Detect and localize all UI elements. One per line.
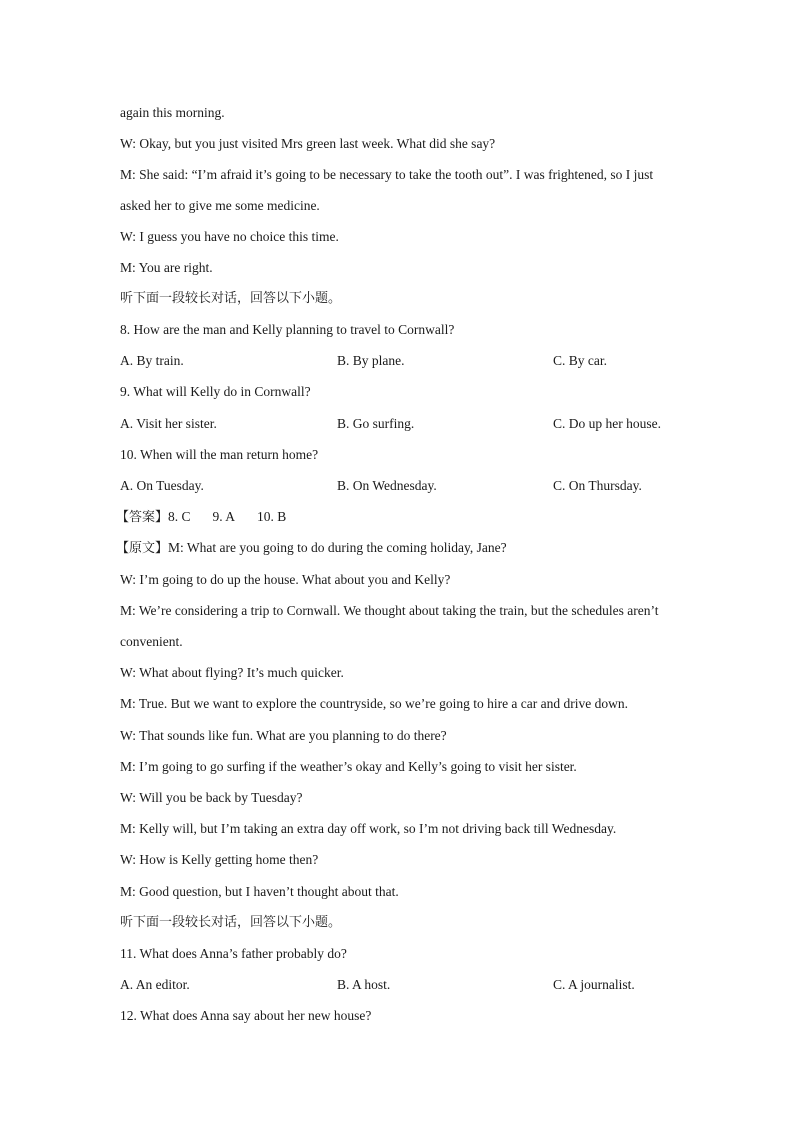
transcript-line: W: How is Kelly getting home then? — [120, 852, 319, 867]
dialogue-line: asked her to give me some medicine. — [120, 198, 320, 213]
option-c: C. A journalist. — [553, 977, 635, 992]
option-a: A. By train. — [120, 353, 184, 368]
section-instruction: 听下面一段较长对话，回答以下小题。 — [120, 291, 342, 306]
answer-line — [116, 508, 308, 527]
option-b: B. On Wednesday. — [337, 478, 437, 493]
option-b: B. Go surfing. — [337, 416, 415, 431]
option-a: A. An editor. — [120, 977, 190, 992]
transcript-line: W: What about flying? It’s much quicker. — [120, 665, 344, 680]
question-stem: 11. What does Anna’s father probably do? — [120, 946, 347, 961]
dialogue-line: again this morning. — [120, 105, 225, 120]
answer-item: 8. C — [168, 509, 191, 524]
transcript-text: M: What are you going to do during the coming holiday, Jane? — [168, 540, 507, 555]
answer-label: 【答案】 — [116, 510, 169, 525]
transcript-line — [116, 539, 507, 558]
dialogue-line: M: She said: “I’m afraid it’s going to be necessary to take the tooth out”. I was frightened, so I just — [120, 167, 654, 182]
option-c: C. Do up her house. — [553, 416, 661, 431]
transcript-line: W: Will you be back by Tuesday? — [120, 790, 303, 805]
transcript-line: convenient. — [120, 634, 183, 649]
answer-item: 9. A — [212, 509, 236, 524]
option-b: B. By plane. — [337, 353, 405, 368]
transcript-line: W: That sounds like fun. What are you planning to do there? — [120, 728, 447, 743]
question-stem: 10. When will the man return home? — [120, 447, 319, 462]
question-stem: 9. What will Kelly do in Cornwall? — [120, 384, 311, 399]
transcript-line: M: True. But we want to explore the countryside, so we’re going to hire a car and drive down. — [120, 696, 629, 711]
dialogue-line: M: You are right. — [120, 260, 213, 275]
option-b: B. A host. — [337, 977, 391, 992]
transcript-line: M: Good question, but I haven’t thought about that. — [120, 884, 399, 899]
dialogue-line: W: I guess you have no choice this time. — [120, 229, 339, 244]
option-c: C. By car. — [553, 353, 607, 368]
transcript-label: 【原文】 — [116, 541, 169, 556]
answer-item: 10. B — [257, 509, 287, 524]
transcript-line: M: I’m going to go surfing if the weather’s okay and Kelly’s going to visit her sister. — [120, 759, 577, 774]
section-instruction: 听下面一段较长对话，回答以下小题。 — [120, 915, 342, 930]
transcript-line: W: I’m going to do up the house. What about you and Kelly? — [120, 572, 451, 587]
transcript-line: M: Kelly will, but I’m taking an extra day off work, so I’m not driving back till Wednesday. — [120, 821, 617, 836]
option-a: A. On Tuesday. — [120, 478, 204, 493]
question-stem: 8. How are the man and Kelly planning to travel to Cornwall? — [120, 322, 455, 337]
option-c: C. On Thursday. — [553, 478, 642, 493]
question-stem: 12. What does Anna say about her new house? — [120, 1008, 372, 1023]
dialogue-line: W: Okay, but you just visited Mrs green last week. What did she say? — [120, 136, 496, 151]
transcript-line: M: We’re considering a trip to Cornwall. We thought about taking the train, but the schedules aren’t — [120, 603, 659, 618]
option-a: A. Visit her sister. — [120, 416, 217, 431]
